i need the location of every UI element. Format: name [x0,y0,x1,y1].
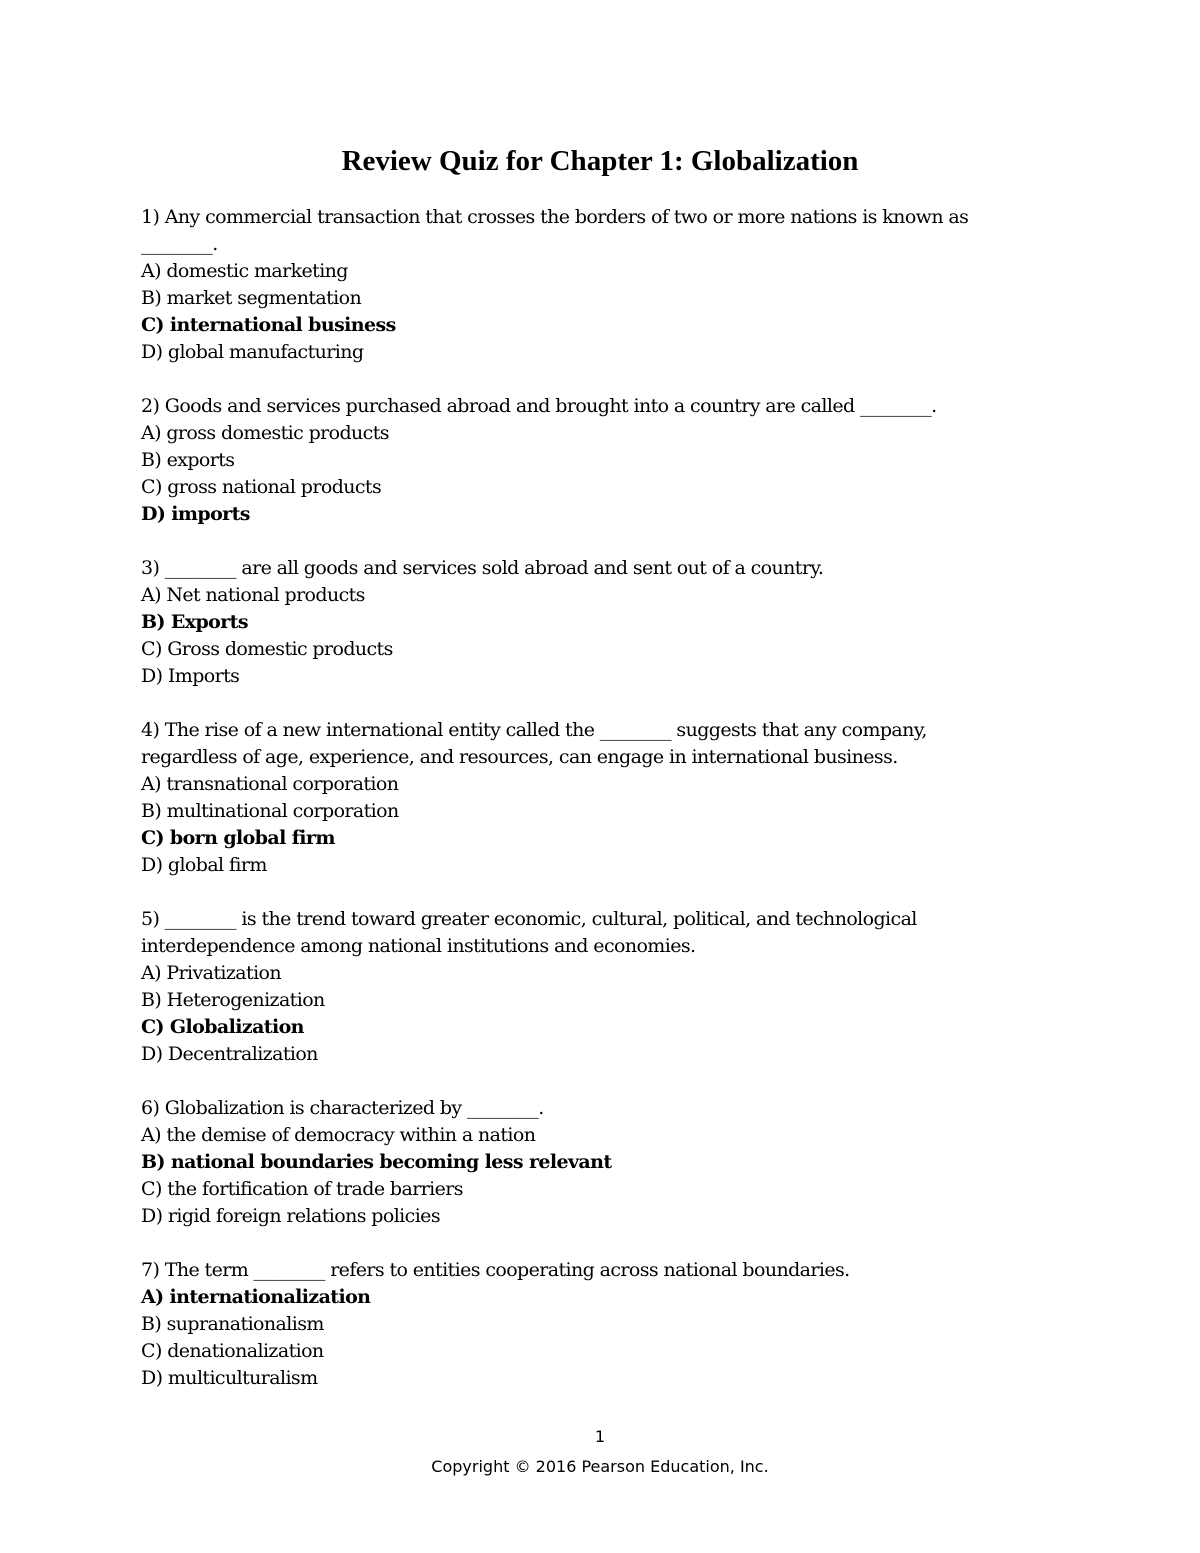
answer-option: C) gross national products [141,476,382,498]
answer-option: A) Net national products [141,584,365,606]
answer-option: B) market segmentation [141,287,362,309]
answer-option: A) Privatization [141,962,282,984]
answer-option: D) Decentralization [141,1043,318,1065]
answer-option: D) global firm [141,854,267,876]
correct-answer-option: D) imports [141,503,250,525]
question-stem: 6) Globalization is characterized by ________. [141,1097,544,1119]
page-title: Review Quiz for Chapter 1: Globalization [341,145,859,177]
correct-answer-option: B) Exports [141,611,248,633]
question-6 [141,1095,1021,1230]
answer-option: C) denationalization [141,1340,324,1362]
correct-answer-option: C) born global firm [141,827,335,849]
question-3 [141,555,1021,690]
question-4 [141,717,1021,879]
question-2 [141,393,1021,528]
answer-option: B) Heterogenization [141,989,325,1011]
correct-answer-option: C) international business [141,314,396,336]
question-stem: 1) Any commercial transaction that crosses the borders of two or more nations is known as ________. [141,206,969,255]
answer-option: A) the demise of democracy within a nation [141,1124,536,1146]
correct-answer-option: B) national boundaries becoming less relevant [141,1151,612,1173]
page-number: 1 [594,1427,606,1446]
answer-option: B) exports [141,449,235,471]
question-stem: 7) The term ________ refers to entities cooperating across national boundaries. [141,1259,850,1281]
answer-option: A) transnational corporation [141,773,399,795]
answer-option: C) Gross domestic products [141,638,393,660]
answer-option: B) multinational corporation [141,800,399,822]
correct-answer-option: C) Globalization [141,1016,304,1038]
question-stem: 5) ________ is the trend toward greater economic, cultural, political, and technological interdependence among national institutions and economies. [141,908,917,957]
question-7 [141,1257,1021,1392]
correct-answer-option: A) internationalization [141,1286,371,1308]
answer-option: A) domestic marketing [141,260,348,282]
answer-option: B) supranationalism [141,1313,324,1335]
question-stem: 3) ________ are all goods and services sold abroad and sent out of a country. [141,557,824,579]
question-1 [141,204,1021,366]
answer-option: D) multiculturalism [141,1367,318,1389]
copyright-notice: Copyright © 2016 Pearson Education, Inc. [431,1457,769,1476]
question-list [141,204,1021,1419]
question-5 [141,906,1021,1068]
answer-option: D) rigid foreign relations policies [141,1205,440,1227]
answer-option: A) gross domestic products [141,422,389,444]
question-stem: 2) Goods and services purchased abroad and brought into a country are called ________. [141,395,937,417]
answer-option: C) the fortification of trade barriers [141,1178,463,1200]
question-stem: 4) The rise of a new international entity called the ________ suggests that any company, regardless of age, experience, and resources, can engage in international business. [141,719,927,768]
answer-option: D) Imports [141,665,240,687]
answer-option: D) global manufacturing [141,341,364,363]
